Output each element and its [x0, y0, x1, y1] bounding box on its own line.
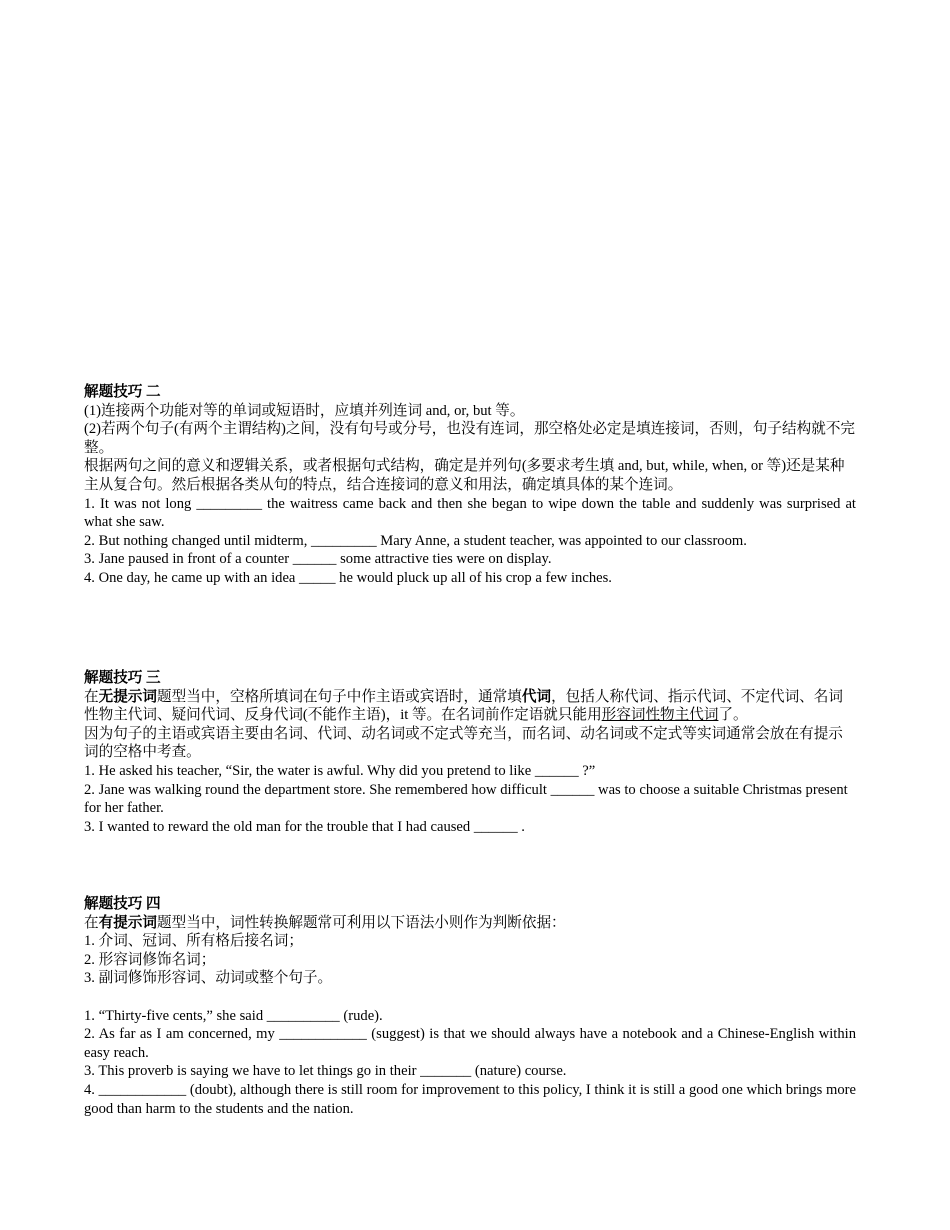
rule-text: 1. 介词、冠词、所有格后接名词； [84, 933, 303, 950]
exercise-item: 4. One day, he came up with an idea _____ he would pluck up all of his crop a few inches. [84, 569, 612, 586]
rule-text: 2. 形容词修饰名词； [84, 951, 216, 968]
intro-text: 在 [84, 688, 99, 705]
intro-paragraph [84, 688, 856, 725]
underlined-keyword: 形容词性物主代词 [601, 707, 719, 724]
exercise-item: 3. This proverb is saying we have to let things go in their _______ (nature) course. [84, 1063, 567, 1080]
exercise-item: 1. It was not long _________ the waitress came back and then she began to wipe down the table and suddenly was surprised at what she saw. [84, 495, 856, 531]
exercise-item: 2. Jane was walking round the department store. She remembered how difficult ______ was to choose a suitable Christmas present for her father. [84, 781, 848, 817]
bold-keyword: 代词 [521, 688, 552, 705]
section-tip-3 [84, 669, 856, 836]
exercise-item: 1. He asked his teacher, “Sir, the water is awful. Why did you pretend to like ______ ?” [84, 762, 596, 779]
exercise-item: 1. “Thirty-five cents,” she said __________ (rude). [84, 1007, 383, 1024]
exercise-item: 2. But nothing changed until midterm, _________ Mary Anne, a student teacher, was appointed to our classroom. [84, 532, 747, 549]
rule-text: 3. 副词修饰形容词、动词或整个句子。 [84, 970, 333, 987]
rule-text: (1)连接两个功能对等的单词或短语时，应填并列连词 and, or, but 等。 [84, 402, 525, 419]
section-heading: 解题技巧 三 [84, 670, 161, 686]
section-tip-2 [84, 383, 856, 588]
intro-text: 了。 [718, 707, 748, 724]
rule-text: 根据两句之间的意义和逻辑关系，或者根据句式结构，确定是并列句(多要求考生填 and, but, while, when, or 等)还是某种主从复合句。然后根据各类从句的特点，结合连接词的意义和用法，确定填具体的某个连词。 [84, 458, 845, 493]
bold-keyword: 无提示词 [98, 688, 157, 705]
exercise-item: 4. ____________ (doubt), although there is still room for improvement to this policy, I think it is still a good one which brings more good than harm to the students and the nation. [84, 1081, 856, 1117]
intro-text: 在 [84, 914, 99, 931]
bold-keyword: 有提示词 [98, 914, 157, 931]
exercise-item: 2. As far as I am concerned, my ____________ (suggest) is that we should always have a notebook and a Chinese-English within easy reach. [84, 1026, 856, 1061]
exercise-item: 3. Jane paused in front of a counter ______ some attractive ties were on display. [84, 551, 552, 568]
section-heading: 解题技巧 四 [84, 896, 161, 912]
intro-text: 题型当中，空格所填词在句子中作主语或宾语时，通常填 [157, 688, 522, 705]
section-heading: 解题技巧 二 [84, 384, 161, 400]
intro-text: 题型当中，词性转换解题常可利用以下语法小则作为判断依据： [157, 914, 566, 931]
rule-text: (2)若两个句子(有两个主谓结构)之间，没有句号或分号，也没有连词，那空格处必定是填连接词，否则，句子结构就不完整。 [84, 421, 856, 456]
intro-paragraph [84, 914, 856, 933]
exercise-item: 3. I wanted to reward the old man for the trouble that I had caused ______ . [84, 818, 525, 835]
note-text: 因为句子的主语或宾语主要由名词、代词、动名词或不定式等充当，而名词、动名词或不定式等实词通常会放在有提示词的空格中考查。 [84, 725, 843, 761]
intro-text: ，包括人称代词、指示代词、不定代词、名词性物主代词、疑问代词、反身代词(不能作主语)，it 等。在名词前作定语就只能用 [84, 688, 843, 724]
spacer [84, 988, 856, 1007]
section-tip-4 [84, 895, 856, 1118]
